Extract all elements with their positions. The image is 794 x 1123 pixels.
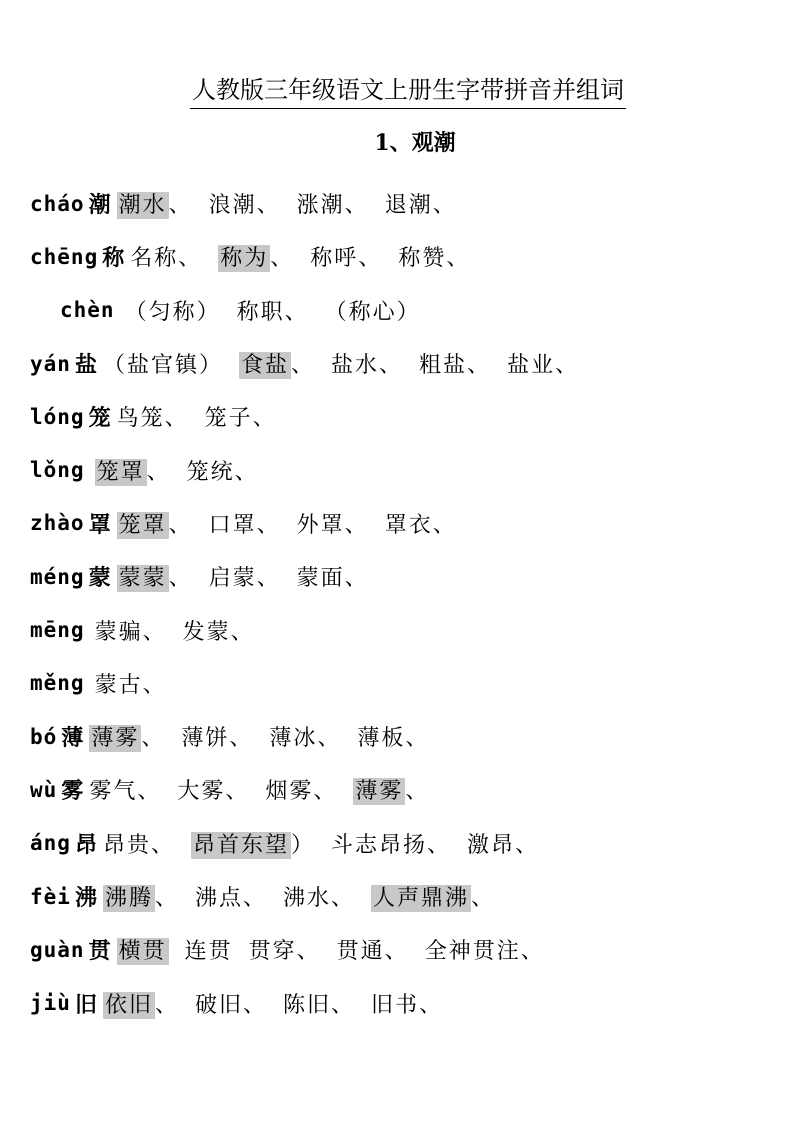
word-item xyxy=(419,348,491,379)
word-item xyxy=(297,508,369,539)
pinyin: lǒng xyxy=(30,458,85,483)
word: 盐水 xyxy=(331,353,380,379)
page-title-text: 人教版三年级语文上册生字带拼音并组词 xyxy=(190,72,626,109)
separator: 、 xyxy=(432,193,457,219)
pinyin: áng xyxy=(30,831,71,856)
highlighted-word: 薄雾 xyxy=(91,726,140,752)
character-row xyxy=(30,657,770,710)
word-item xyxy=(117,401,189,432)
word-item xyxy=(89,774,161,805)
separator: 、 xyxy=(515,832,540,858)
word: 称赞 xyxy=(398,246,447,272)
word: 启蒙 xyxy=(208,566,257,592)
word: 旧书 xyxy=(371,992,420,1018)
pinyin: mēng xyxy=(30,618,85,643)
word-item xyxy=(467,828,539,859)
word-group xyxy=(103,348,595,379)
separator: 、 xyxy=(405,779,430,805)
word-item xyxy=(297,561,369,592)
word: 雾气 xyxy=(89,779,138,805)
separator: 、 xyxy=(313,779,338,805)
character: 罩 xyxy=(88,511,111,538)
separator: 、 xyxy=(234,459,259,485)
separator: 、 xyxy=(467,353,492,379)
word: 贯穿 xyxy=(248,939,297,965)
character: 笼 xyxy=(88,405,111,432)
separator: 、 xyxy=(405,726,430,752)
character: 雾 xyxy=(61,778,84,805)
separator: 、 xyxy=(419,992,444,1018)
word-item xyxy=(195,881,267,912)
character: 贯 xyxy=(88,938,111,965)
word: 罩衣 xyxy=(384,512,433,538)
word-item xyxy=(191,828,315,859)
word-group xyxy=(103,881,511,912)
word-item xyxy=(385,188,457,219)
word: 沸水 xyxy=(283,886,332,911)
character: 盐 xyxy=(74,352,97,379)
word: （盐官镇） xyxy=(102,353,223,379)
lesson-heading xyxy=(0,126,794,160)
separator: 、 xyxy=(344,512,369,538)
word: 薄饼 xyxy=(181,726,230,752)
word-group xyxy=(103,988,459,1019)
word-item xyxy=(103,828,175,859)
character: 潮 xyxy=(88,192,111,219)
word-item xyxy=(269,721,341,752)
word: 口罩 xyxy=(208,512,257,538)
word: 笼统 xyxy=(186,459,235,485)
word: 薄冰 xyxy=(269,726,318,752)
word: 蒙骗 xyxy=(94,619,143,645)
word-item xyxy=(117,508,193,539)
word-item xyxy=(507,348,579,379)
separator: 、 xyxy=(230,619,255,645)
pinyin: zhào xyxy=(30,511,85,536)
word-item xyxy=(331,828,451,859)
separator: 、 xyxy=(256,193,281,219)
separator: 、 xyxy=(358,246,383,272)
word-item xyxy=(103,881,179,912)
word: 名称 xyxy=(130,246,179,272)
character-row xyxy=(30,763,770,816)
word-item xyxy=(283,988,355,1019)
highlighted-word: 食盐 xyxy=(240,353,289,379)
word-item xyxy=(177,774,249,805)
separator: 、 xyxy=(446,246,471,272)
word: 沸点 xyxy=(194,886,243,911)
word-item xyxy=(237,295,309,326)
word: 昂贵 xyxy=(102,832,151,858)
separator: 、 xyxy=(432,512,457,538)
character: 沸 xyxy=(74,885,97,911)
word-group xyxy=(117,401,293,432)
separator: 、 xyxy=(284,299,309,325)
word-group xyxy=(117,188,473,219)
word: 盐业 xyxy=(507,353,556,379)
word: 粗盐 xyxy=(419,353,468,379)
word-group xyxy=(117,561,385,592)
word-item xyxy=(371,988,443,1019)
word: 大雾 xyxy=(177,779,226,805)
word-item xyxy=(117,188,193,219)
separator: 、 xyxy=(555,353,580,379)
separator: 、 xyxy=(150,832,175,858)
word-group xyxy=(103,828,555,859)
separator: 、 xyxy=(168,193,193,219)
word: 退潮 xyxy=(384,193,433,219)
word-item xyxy=(297,188,369,219)
word-item xyxy=(331,348,403,379)
highlighted-word: 横贯 xyxy=(118,939,167,965)
pinyin: fèi xyxy=(30,884,71,909)
separator: 、 xyxy=(168,512,193,538)
word-item xyxy=(181,721,253,752)
word-item xyxy=(209,508,281,539)
word: 称呼 xyxy=(310,246,359,272)
word: 连贯 xyxy=(184,939,233,965)
word: 陈旧 xyxy=(283,992,332,1018)
pinyin: chēng xyxy=(30,244,99,269)
word: （称心） xyxy=(324,299,421,325)
separator: 、 xyxy=(142,672,167,698)
word-item xyxy=(187,455,259,486)
word-group xyxy=(130,241,486,272)
separator: 、 xyxy=(331,992,356,1018)
word-group xyxy=(95,455,275,486)
character-row xyxy=(30,817,770,870)
word-item xyxy=(95,615,167,646)
word-item xyxy=(371,881,495,912)
character-row xyxy=(30,390,770,443)
word: 破旧 xyxy=(194,992,243,1018)
word: 斗志昂扬 xyxy=(331,832,428,858)
page-title xyxy=(0,72,794,109)
word-item xyxy=(325,295,421,326)
separator: 、 xyxy=(427,832,452,858)
separator: 、 xyxy=(243,992,268,1018)
word: 薄板 xyxy=(357,726,406,752)
character: 称 xyxy=(102,245,125,272)
separator: 、 xyxy=(384,939,409,965)
word: 鸟笼 xyxy=(116,406,165,432)
word-item xyxy=(265,774,337,805)
separator: 、 xyxy=(168,566,193,592)
separator: 、 xyxy=(154,886,179,911)
word-item xyxy=(357,721,429,752)
word-group xyxy=(117,508,473,539)
separator: 、 xyxy=(256,512,281,538)
word-item xyxy=(185,934,233,965)
pinyin: guàn xyxy=(30,937,85,962)
character-row xyxy=(30,337,770,390)
word-item xyxy=(117,561,193,592)
separator: 、 xyxy=(471,886,496,911)
character: 蒙 xyxy=(88,565,111,592)
highlighted-word: 薄雾 xyxy=(355,779,404,805)
word-item xyxy=(337,934,409,965)
word-item xyxy=(353,774,429,805)
word: 全神贯注 xyxy=(424,939,521,965)
word: 浪潮 xyxy=(208,193,257,219)
word-item xyxy=(125,295,221,326)
separator: 、 xyxy=(344,193,369,219)
pinyin: méng xyxy=(30,564,85,589)
word-group xyxy=(125,295,437,326)
separator: 、 xyxy=(154,992,179,1018)
word-item xyxy=(117,934,169,965)
separator: 、 xyxy=(142,619,167,645)
separator: 、 xyxy=(243,886,268,911)
word-item xyxy=(425,934,545,965)
word-item xyxy=(385,508,457,539)
pinyin: chèn xyxy=(60,298,115,323)
separator: 、 xyxy=(379,353,404,379)
character-row xyxy=(30,710,770,763)
separator: 、 xyxy=(256,566,281,592)
separator: 、 xyxy=(137,779,162,805)
pinyin: bó xyxy=(30,724,58,749)
pinyin: cháo xyxy=(30,191,85,216)
highlighted-word: 依旧 xyxy=(104,992,153,1018)
separator: 、 xyxy=(225,779,250,805)
separator: 、 xyxy=(178,246,203,272)
highlighted-word: 称为 xyxy=(220,246,269,272)
word: 激昂 xyxy=(467,832,516,858)
word: 发蒙 xyxy=(182,619,231,645)
word-item xyxy=(209,188,281,219)
separator: 、 xyxy=(164,406,189,432)
word: 外罩 xyxy=(296,512,345,538)
word-group xyxy=(89,774,445,805)
word: 贯通 xyxy=(336,939,385,965)
separator: 、 xyxy=(296,939,321,965)
separator: 、 xyxy=(317,726,342,752)
character-row xyxy=(30,497,770,550)
highlighted-word: 潮水 xyxy=(118,193,167,219)
highlighted-word: 笼罩 xyxy=(118,512,167,538)
word-item xyxy=(195,988,267,1019)
word-item xyxy=(249,934,321,965)
word-item xyxy=(103,348,223,379)
pinyin: lóng xyxy=(30,404,85,429)
word-item xyxy=(310,241,382,272)
separator: ） xyxy=(291,832,316,858)
word: 称职 xyxy=(236,299,285,325)
pinyin: wù xyxy=(30,777,58,802)
word: 涨潮 xyxy=(296,193,345,219)
pinyin: jiù xyxy=(30,991,71,1016)
word-item xyxy=(130,241,202,272)
word-item xyxy=(283,881,355,912)
word-item xyxy=(205,401,277,432)
character-row xyxy=(30,976,770,1029)
word-group xyxy=(95,668,183,699)
character-row xyxy=(30,870,770,923)
separator: 、 xyxy=(141,726,166,752)
word-item xyxy=(218,241,294,272)
character-row xyxy=(30,923,770,976)
character-row xyxy=(30,177,770,230)
separator: 、 xyxy=(146,459,171,485)
word: 笼子 xyxy=(204,406,253,432)
character-row xyxy=(30,550,770,603)
word-group xyxy=(95,615,271,646)
separator: 、 xyxy=(252,406,277,432)
word-item xyxy=(239,348,315,379)
separator: 、 xyxy=(290,353,315,379)
word-group xyxy=(89,721,445,752)
highlighted-word: 笼罩 xyxy=(96,459,145,485)
character-row xyxy=(30,603,770,656)
highlighted-word: 昂首东望 xyxy=(192,832,289,858)
lesson-heading-text: 1、观潮 xyxy=(374,130,456,156)
word-item xyxy=(209,561,281,592)
word: 烟雾 xyxy=(265,779,314,805)
word: 蒙古 xyxy=(94,672,143,698)
separator: 、 xyxy=(331,886,356,911)
character-row xyxy=(30,230,770,283)
pinyin: yán xyxy=(30,351,71,376)
word-group xyxy=(117,934,561,965)
character: 昂 xyxy=(74,831,97,858)
word-item xyxy=(103,988,179,1019)
character-row xyxy=(30,443,770,496)
character: 薄 xyxy=(61,725,84,752)
separator: 、 xyxy=(229,726,254,752)
character-row xyxy=(30,284,770,337)
highlighted-word: 人声鼎沸 xyxy=(373,886,470,911)
word-item xyxy=(183,615,255,646)
word: （匀称） xyxy=(124,299,221,325)
highlighted-word: 沸腾 xyxy=(104,886,153,911)
character: 旧 xyxy=(74,991,97,1018)
separator: 、 xyxy=(344,566,369,592)
word-item xyxy=(95,455,171,486)
separator: 、 xyxy=(520,939,545,965)
word-item xyxy=(398,241,470,272)
character-list xyxy=(30,177,770,1030)
pinyin: měng xyxy=(30,671,85,696)
word: 蒙面 xyxy=(296,566,345,592)
word-item xyxy=(89,721,165,752)
word-item xyxy=(95,668,167,699)
separator: 、 xyxy=(270,246,295,272)
highlighted-word: 蒙蒙 xyxy=(118,566,167,592)
